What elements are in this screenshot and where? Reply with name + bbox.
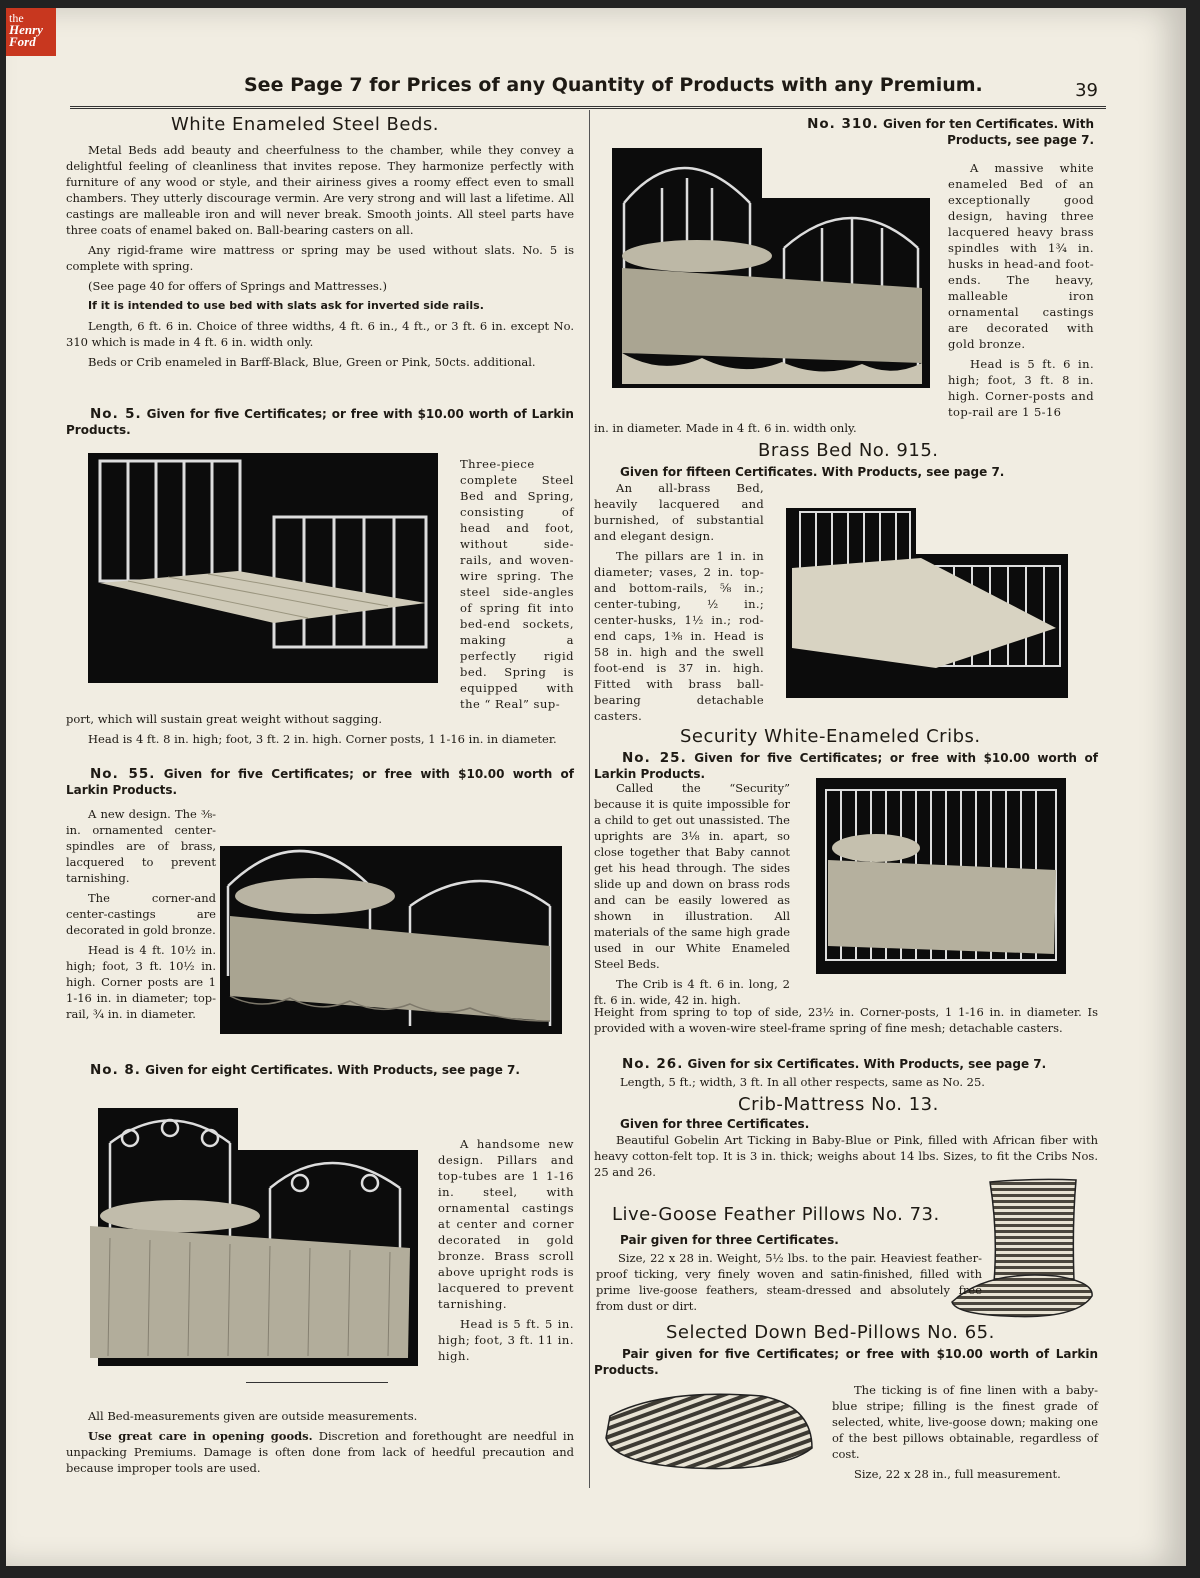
crib-image: [816, 778, 1066, 974]
cribs-title: Security White-Enameled Cribs.: [680, 726, 981, 747]
brass-bed-heading: Given for fifteen Certificates. With Products, see page 7.: [620, 465, 1005, 479]
brass-bed-title: Brass Bed No. 915.: [758, 440, 939, 461]
henry-ford-logo: the Henry Ford: [6, 8, 56, 56]
down-pillow-title: Selected Down Bed-Pillows No. 65.: [666, 1322, 995, 1343]
no5-heading: No. 5. Given for five Certificates; or free with $10.00 worth of Larkin Products.: [66, 406, 574, 437]
bed-no5-image: [88, 453, 438, 683]
no8-heading: No. 8. Given for eight Certificates. With Products, see page 7.: [90, 1062, 520, 1078]
catalog-page: [6, 8, 1186, 1566]
no5-side-text: Three-piece complete Steel Bed and Spring, consisting of head and foot, without side-rails, and woven-wire spring. The steel side-angles of spring fit into bed-end sockets, making a perfectly rigid bed. Spring is equipped with the “ Real” sup-: [460, 457, 574, 711]
bed-no310-image: [612, 148, 930, 388]
goose-pillow-heading: Pair given for three Certificates.: [620, 1233, 839, 1247]
down-pillow-text: The ticking is of fine linen with a baby-blue stripe; filling is the finest grade of selected, white, live-goose down; making one of the best pillows obtainable, regardless of cost. Size, 22 x 28 in., full measurement.: [832, 1383, 1098, 1481]
crib-mattress-heading: Given for three Certificates.: [620, 1117, 810, 1131]
no25-cont: Height from spring to top of side, 23½ in. Corner-posts, 1 1-16 in. in diameter. Is provided with a woven-wire steel-frame spring of fine mesh; detachable casters.: [594, 1005, 1098, 1035]
no8-text: A handsome new design. Pillars and top-tubes are 1 1-16 in. steel, with ornamental castings at center and corner decorated in gold bronze. Brass scroll above upright rods is lacquered to prevent tarnishing. Head is 5 ft. 5 in. high; foot, 3 ft. 11 in. high.: [438, 1137, 574, 1363]
crib-mattress-text: Beautiful Gobelin Art Ticking in Baby-Blue or Pink, filled with African fiber with heavy cotton-felt top. It is 3 in. thick; weighs about 14 lbs. Sizes, to fit the Cribs Nos. 25 and 26.: [594, 1133, 1098, 1179]
short-rule: [246, 1382, 388, 1383]
down-pillow-heading: Pair given for five Certificates; or free with $10.00 worth of Larkin Products.: [594, 1347, 1098, 1377]
no310-text: A massive white enameled Bed of an exceptionally good design, having three lacquered heavy brass spindles with 1¾ in. husks in head-and foot-ends. The heavy, malleable iron ornamental castings are decorated with gold bronze. Head is 5 ft. 6 in. high; foot, 3 ft. 8 in. high. Corner-posts and top-rail are 1 5-16: [948, 161, 1094, 419]
no25-heading: No. 25. Given for five Certificates; or free with $10.00 worth of Larkin Products.: [594, 750, 1098, 781]
goose-pillow-text: Size, 22 x 28 in. Weight, 5½ lbs. to the pair. Heaviest feather-proof ticking, very finely woven and satin-finished, filled with prime live-goose feathers, steam-dressed and absolutely free from dust or dirt.: [596, 1251, 982, 1313]
goose-pillow-title: Live-Goose Feather Pillows No. 73.: [612, 1204, 940, 1225]
care-notes: All Bed-measurements given are outside measurements. Use great care in opening goods. Discretion and forethought are needful in unpacking Premiums. Damage is often done from lack of heedful precaution and because improper tools are used.: [66, 1409, 574, 1475]
no55-heading: No. 55. Given for five Certificates; or free with $10.00 worth of Larkin Products.: [66, 766, 575, 797]
bed-no55-image: [220, 846, 562, 1034]
beds-intro: Metal Beds add beauty and cheerfulness to the chamber, while they convey a delightful feeling of cleanliness that invites repose. They harmonize perfectly with furniture of any wood or style, and their airiness gives a roomy effect even to small chambers. They utterly discourage vermin. Are very strong and will last a lifetime. All castings are malleable iron and will never break. Smooth joints. All steel parts have three coats of enamel baked on. Ball-bearing casters on all. Any rigid-frame wire mattress or spring may be used without slats. No. 5 is complete with spring. (See page 40 for offers of Springs and Mattresses.) If it is intended to use bed with slats ask for inverted side rails. Length, 6 ft. 6 in. Choice of three widths, 4 ft. 6 in., 4 ft., or 3 ft. 6 in. except No. 310 which is made in 4 ft. 6 in. width only. Beds or Crib enameled in Barff-Black, Blue, Green or Pink, 50cts. additional.: [66, 143, 574, 369]
page-header: [70, 70, 1106, 109]
header-title: See Page 7 for Prices of any Quantity of Products with any Premium.: [244, 74, 983, 96]
no5-details: port, which will sustain great weight without sagging. Head is 4 ft. 8 in. high; foot, 3 ft. 2 in. high. Corner posts, 1 1-16 in. in diameter.: [66, 712, 557, 746]
bed-no8-image: [90, 1108, 418, 1366]
no310-cont: in. in diameter. Made in 4 ft. 6 in. width only.: [594, 421, 857, 435]
no25-text: Called the “Security” because it is quite impossible for a child to get out unassisted. The uprights are 3⅛ in. apart, so close together that Baby cannot get his head through. The sides slide up and down on brass rods and can be easily lowered as shown in illustration. All materials of the same high grade used in our White Enameled Steel Beds. The Crib is 4 ft. 6 in. long, 2 ft. 6 in. wide, 42 in. high.: [594, 781, 790, 1007]
column-divider: [589, 110, 590, 1488]
no26-text: Length, 5 ft.; width, 3 ft. In all other respects, same as No. 25.: [620, 1075, 985, 1089]
no26-heading: No. 26. Given for six Certificates. With Products, see page 7.: [622, 1056, 1047, 1072]
brass-bed-text: An all-brass Bed, heavily lacquered and burnished, of substantial and elegant design. The pillars are 1 in. in diameter; vases, 2 in. top-and bottom-rails, ⅝ in.; center-tubing, ½ in.; center-husks, 1½ in.; rod-end caps, 1⅜ in. Head is 58 in. high and the swell foot-end is 37 in. high. Fitted with brass ball-bearing detachable casters.: [594, 481, 764, 723]
crib-mattress-title: Crib-Mattress No. 13.: [738, 1094, 939, 1115]
brass-bed-image: [786, 498, 1068, 698]
no310-heading: No. 310. Given for ten Certificates. With Products, see page 7.: [807, 116, 1094, 147]
down-pillow-image: [602, 1386, 816, 1472]
page-number: 39: [1075, 80, 1098, 101]
no55-text: A new design. The ⅜-in. ornamented center-spindles are of brass, lacquered to prevent tarnishing. The corner-and center-castings are decorated in gold bronze. Head is 4 ft. 10½ in. high; foot, 3 ft. 10½ in. high. Corner posts are 1 1-16 in. in diameter; top-rail, ¾ in. in diameter.: [66, 807, 216, 1021]
beds-title: White Enameled Steel Beds.: [171, 114, 440, 135]
